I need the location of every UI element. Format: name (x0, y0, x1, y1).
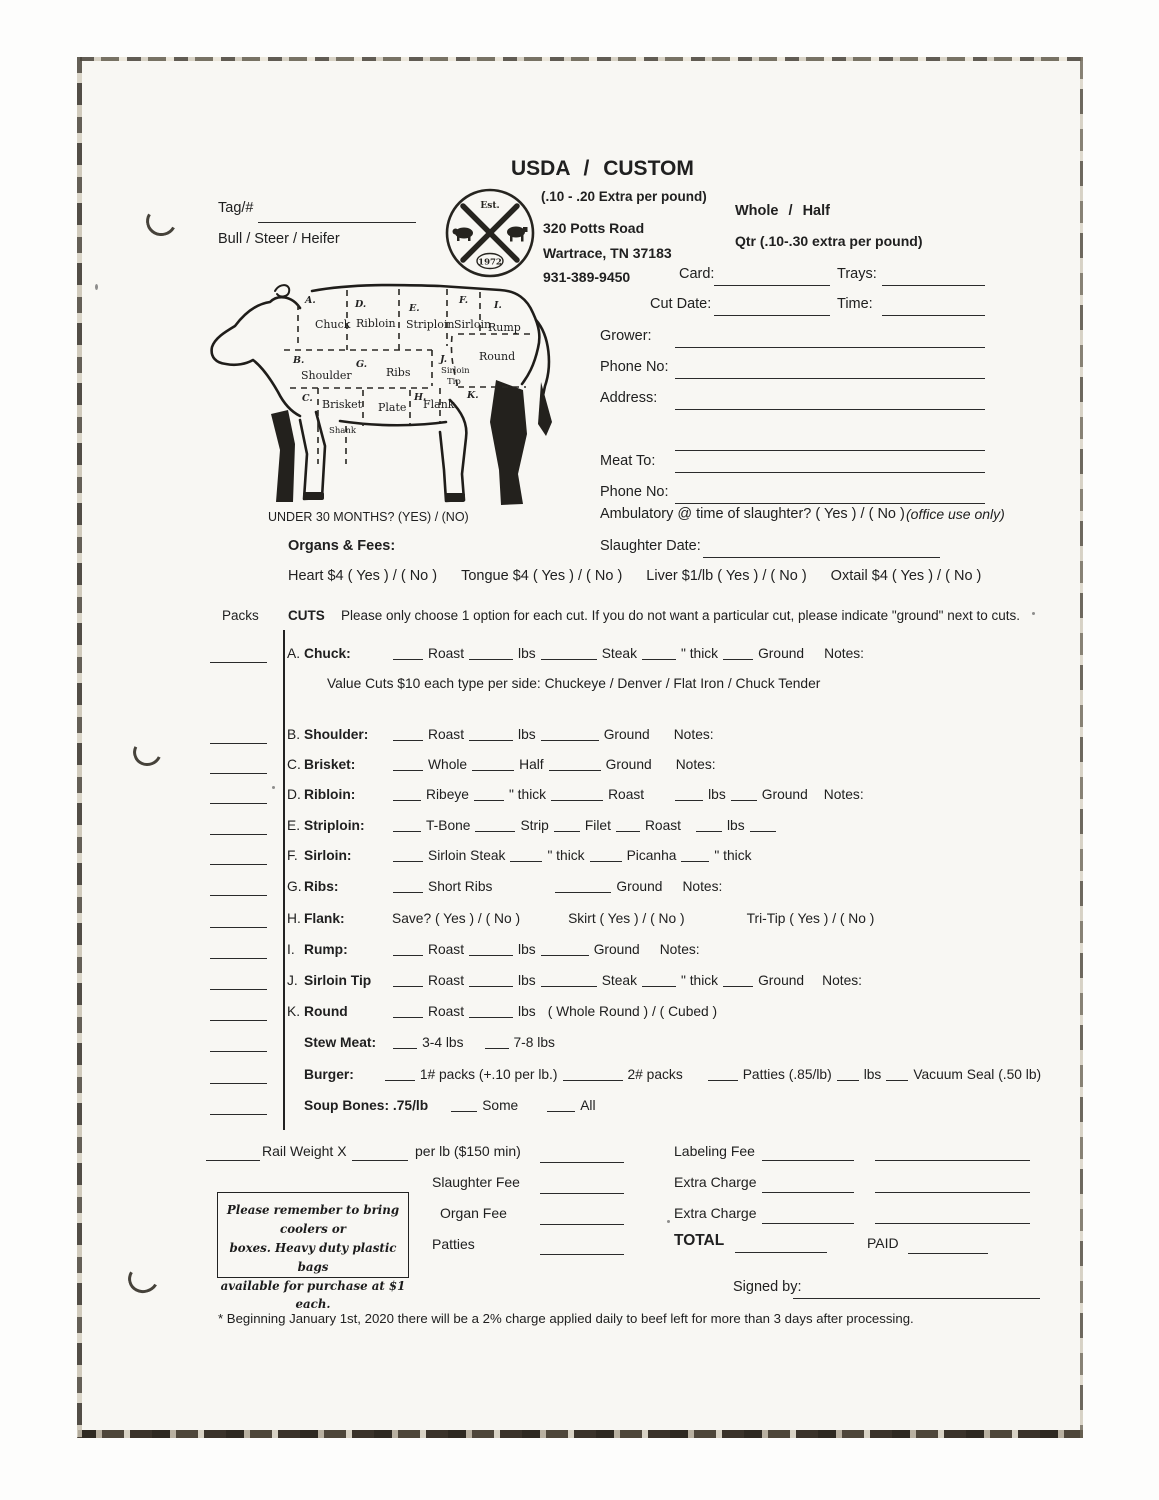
cut-option-blank[interactable] (723, 973, 753, 987)
card-input-line[interactable] (714, 285, 830, 286)
cut-option-label: " thick (714, 848, 752, 863)
cut-choice-option[interactable]: Skirt ( Yes ) / ( No ) (568, 911, 685, 926)
diagram-region-plate: Plate (378, 401, 407, 414)
footer-notice: * Beginning January 1st, 2020 there will be a 2% charge applied daily to beef left for more than 3 days after processing. (218, 1311, 914, 1326)
diagram-region-tip: Tip (447, 377, 461, 387)
labeling-fee-label: Labeling Fee (674, 1143, 755, 1159)
note-line-3: available for purchase at $1 each. (220, 1278, 406, 1312)
packs-blank-0[interactable] (210, 650, 267, 663)
cut-option-label: Roast (608, 787, 645, 802)
patties-fee-label: Patties (432, 1236, 475, 1252)
cuts-divider-line (283, 630, 285, 1130)
cut-option-blank[interactable] (554, 818, 580, 832)
cut-option-label: lbs (518, 727, 536, 742)
cut-option-blank[interactable] (469, 973, 513, 987)
cut-option-label: Roast (644, 818, 681, 833)
cut-option-blank[interactable] (541, 942, 589, 956)
cut-option-blank[interactable] (393, 757, 423, 771)
cut-option-blank[interactable] (385, 1067, 415, 1081)
cut-name: Sirloin Tip (304, 973, 372, 988)
total-label: TOTAL (674, 1232, 725, 1249)
packs-blank-14[interactable] (210, 1102, 267, 1115)
extra-charge-2-blank-2[interactable] (875, 1223, 1030, 1224)
spacer (368, 1078, 382, 1079)
phone1-input-line[interactable] (675, 378, 985, 379)
cut-option-label: Strip (520, 818, 549, 833)
cut-option-blank[interactable] (642, 973, 676, 987)
extra-charge-1-label: Extra Charge (674, 1174, 757, 1190)
diagram-letter-b: B. (293, 355, 305, 366)
spacer (683, 829, 693, 830)
cut-option-label: Notes: (673, 727, 714, 742)
grower-label: Grower: (600, 328, 652, 344)
cut-option-label: Ground (761, 787, 808, 802)
phone1-label: Phone No: (600, 359, 669, 375)
cut-option-label: lbs (726, 818, 745, 833)
organ-fee-blank[interactable] (540, 1224, 624, 1225)
scan-speck (272, 786, 275, 789)
liver-option[interactable]: Liver $1/lb ( Yes ) / ( No ) (646, 568, 807, 584)
note-line-2: boxes. Heavy duty plastic bags (229, 1240, 397, 1274)
spacer (520, 1109, 544, 1110)
packs-blank-10[interactable] (210, 977, 267, 990)
spacer (646, 798, 672, 799)
cut-option-blank[interactable] (708, 1067, 738, 1081)
cut-option-label: lbs (518, 646, 536, 661)
butcher-logo (443, 186, 537, 285)
diagram-region-ribs: Ribs (386, 366, 411, 379)
organ-fee-label: Organ Fee (440, 1205, 507, 1221)
cut-option-label: Ground (593, 942, 640, 957)
cut-name: Stew Meat: (304, 1035, 377, 1050)
cut-row-h (287, 911, 876, 926)
cut-name: Flank: (304, 911, 345, 926)
slaughter-date-input-line[interactable] (703, 557, 940, 558)
cut-choice-option[interactable]: ( Whole Round ) / ( Cubed ) (547, 1004, 718, 1019)
cut-option-label: " thick (680, 646, 719, 661)
diagram-region-rump: Rump (488, 321, 521, 334)
address-line-1: 320 Potts Road (543, 220, 645, 236)
scan-edge-top (80, 57, 1083, 61)
spacer (654, 768, 674, 769)
spacer (806, 984, 820, 985)
spacer (642, 953, 658, 954)
diagram-letter-f: F. (459, 295, 469, 306)
cut-row-d (287, 787, 866, 802)
rail-weight-label: Rail Weight X (262, 1143, 347, 1159)
cut-option-blank[interactable] (393, 818, 421, 832)
cut-option-blank[interactable] (393, 1035, 417, 1049)
sex-options[interactable]: Bull / Steer / Heifer (218, 231, 340, 247)
cut-option-label: Filet (584, 818, 611, 833)
diagram-region-sirloin: Sirloin (441, 366, 470, 376)
cut-option-blank[interactable] (393, 879, 423, 893)
cut-option-label: T-Bone (426, 818, 471, 833)
cut-letter: H. (287, 911, 301, 926)
cut-name: Ribloin: (304, 787, 356, 802)
diagram-letter-h: H. (414, 392, 427, 403)
cut-date-input-line[interactable] (714, 315, 830, 316)
extra-charge-2-label: Extra Charge (674, 1205, 757, 1221)
price-subtitle: (.10 - .20 Extra per pound) (541, 189, 707, 204)
cut-option-blank[interactable] (393, 646, 423, 660)
slaughter-fee-blank[interactable] (540, 1193, 624, 1194)
spacer (664, 890, 680, 891)
cut-option-label: Notes: (659, 942, 700, 957)
packs-blank-6[interactable] (210, 852, 267, 865)
diagram-region-striploin: Striploin (406, 318, 455, 331)
form-title: USDA / CUSTOM (511, 157, 694, 180)
scan-speck (95, 284, 98, 290)
diagram-region-brisket: Brisket (322, 398, 363, 411)
cut-option-label: Notes: (822, 973, 862, 988)
phone2-input-line[interactable] (675, 503, 985, 504)
cut-option-blank[interactable] (675, 787, 703, 801)
cut-row-k (287, 1004, 719, 1019)
cut-option-label: lbs (518, 942, 536, 957)
spacer (652, 738, 672, 739)
organ-options-row (288, 568, 981, 584)
cut-option-label: lbs (518, 1004, 536, 1019)
cut-option-blank[interactable] (555, 879, 611, 893)
cut-row-j (287, 973, 864, 988)
cut-option-label: Patties (.85/lb) (742, 1067, 832, 1082)
cut-letter: G. (287, 879, 302, 894)
diagram-region-flank: Flank (423, 398, 455, 411)
scan-edge-right (1080, 57, 1083, 1438)
cut-name: Soup Bones: .75/lb (304, 1098, 429, 1113)
organs-fees-heading: Organs & Fees: (288, 538, 396, 554)
cut-option-blank[interactable] (472, 757, 514, 771)
cut-letter: F. (287, 848, 298, 863)
grower-input-line[interactable] (675, 347, 985, 348)
diagram-letter-j: J. (440, 354, 448, 365)
cut-option-label: lbs (708, 787, 726, 802)
diagram-region-shank: Shank (329, 426, 356, 436)
cut-option-blank[interactable] (393, 942, 423, 956)
cut-option-blank[interactable] (563, 1067, 623, 1081)
cut-letter: C. (287, 757, 301, 772)
tag-label: Tag/# (218, 200, 254, 216)
cut-option-label: Value Cuts $10 each type per side: Chuckeye / Denver / Flat Iron / Chuck Tender (327, 676, 821, 691)
address-input-line-2[interactable] (675, 450, 985, 451)
cut-option-label: Ground (605, 757, 652, 772)
cut-option-blank[interactable] (474, 787, 504, 801)
cut-option-label: Ground (758, 646, 805, 661)
diagram-letter-i: I. (494, 300, 502, 311)
extra-charge-2-blank-1[interactable] (762, 1223, 854, 1224)
paid-blank[interactable] (908, 1253, 988, 1254)
per-lb-label: per lb ($150 min) (415, 1143, 521, 1159)
phone-number: 931-389-9450 (543, 269, 631, 285)
diagram-region-round: Round (479, 350, 516, 363)
packs-blank-7[interactable] (210, 883, 267, 896)
diagram-letter-k: K. (467, 390, 479, 401)
rail-weight-blank[interactable] (206, 1160, 260, 1161)
spacer (810, 798, 822, 799)
cut-name: Striploin: (304, 818, 365, 833)
card-label: Card: (679, 266, 715, 282)
cut-option-blank[interactable] (393, 973, 423, 987)
logo-est-text: Est. (480, 201, 500, 211)
packs-blank-3[interactable] (210, 761, 267, 774)
cut-option-blank[interactable] (642, 646, 676, 660)
packs-column-header: Packs (222, 608, 259, 623)
slaughter-date-label: Slaughter Date: (600, 538, 701, 554)
cut-name: Burger: (304, 1067, 354, 1082)
cut-row-burger (287, 1067, 1043, 1082)
logo-year-text: 1972 (478, 257, 502, 268)
cut-option-blank[interactable] (750, 818, 776, 832)
ambulatory-options[interactable]: Ambulatory @ time of slaughter? ( Yes ) / ( No ) (600, 506, 905, 522)
cut-option-label: Ground (616, 879, 663, 894)
cut-option-blank[interactable] (451, 1098, 477, 1112)
cut-option-label: Ground (603, 727, 650, 742)
cut-name: Chuck: (304, 646, 351, 661)
office-use-note: (office use only) (906, 506, 1005, 522)
slaughter-fee-label: Slaughter Fee (432, 1174, 520, 1190)
cuts-column-header: CUTS (288, 608, 325, 623)
diagram-letter-a: A. (305, 295, 316, 306)
cut-option-label: Notes: (682, 879, 723, 894)
heart-option[interactable]: Heart $4 ( Yes ) / ( No ) (288, 568, 438, 584)
cut-row-g (287, 879, 724, 894)
spacer (806, 657, 822, 658)
diagram-letter-g: G. (356, 359, 368, 370)
cut-option-blank[interactable] (590, 848, 622, 862)
packs-blank-9[interactable] (210, 946, 267, 959)
cut-option-label: " thick (508, 787, 547, 802)
cut-option-blank[interactable] (731, 787, 757, 801)
extra-charge-1-blank-2[interactable] (875, 1192, 1030, 1193)
cut-option-blank[interactable] (485, 1035, 509, 1049)
address-line-2: Wartrace, TN 37183 (543, 245, 672, 261)
qtr-option[interactable]: Qtr (.10-.30 extra per pound) (735, 233, 923, 249)
diagram-region-chuck: Chuck (315, 318, 351, 331)
tag-input-line[interactable] (258, 222, 416, 223)
cut-option-label: 1# packs (+.10 per lb.) (419, 1067, 558, 1082)
cut-option-label: Vacuum Seal (.50 lb) (913, 1067, 1042, 1082)
cut-option-label: Roast (428, 727, 465, 742)
cut-option-label: Roast (428, 1004, 465, 1019)
cut-option-label: Sirloin Steak (428, 848, 506, 863)
spacer (538, 1015, 546, 1016)
cut-option-blank[interactable] (541, 646, 597, 660)
signed-by-label: Signed by: (733, 1279, 802, 1295)
address-input-line[interactable] (675, 409, 985, 410)
cut-option-label: 3-4 lbs (422, 1035, 464, 1050)
cut-option-label: Steak (601, 646, 637, 661)
rail-amount-blank[interactable] (540, 1162, 624, 1163)
cut-option-label: Roast (428, 646, 465, 661)
cut-option-blank[interactable] (469, 646, 513, 660)
cut-option-label: Ribeye (426, 787, 469, 802)
cut-option-blank[interactable] (696, 818, 722, 832)
note-line-1: Please remember to bring coolers or (226, 1203, 400, 1236)
address-label: Address: (600, 390, 658, 406)
cut-row-f (287, 848, 754, 863)
diagram-region-shoulder: Shoulder (301, 369, 352, 382)
cut-letter: E. (287, 818, 301, 833)
cut-option-blank[interactable] (469, 1004, 513, 1018)
cut-row-b (287, 727, 716, 742)
spacer (685, 1078, 705, 1079)
cut-letter: K. (287, 1004, 301, 1019)
cut-row-e (287, 818, 779, 833)
scan-edge-bottom (78, 1430, 1083, 1438)
time-label: Time: (837, 296, 873, 312)
signature-line[interactable] (793, 1298, 1040, 1299)
cut-option-label: " thick (547, 848, 585, 863)
packs-blank-4[interactable] (210, 791, 267, 804)
total-blank[interactable] (735, 1252, 827, 1253)
cut-letter: I. (287, 942, 295, 957)
labeling-fee-blank-2[interactable] (875, 1160, 1030, 1161)
cut-option-label: Notes: (675, 757, 716, 772)
cut-option-label: lbs (863, 1067, 882, 1082)
patties-fee-blank[interactable] (540, 1254, 624, 1255)
scan-edge-left (77, 57, 82, 1438)
cut-option-label: Notes: (824, 646, 864, 661)
diagram-letter-c: C. (302, 393, 313, 404)
cut-row-a (287, 646, 866, 661)
scan-speck (1032, 612, 1035, 615)
cut-letter: J. (287, 973, 298, 988)
cut-option-label: Roast (428, 973, 465, 988)
cut-name: Rump: (304, 942, 348, 957)
cut-choice-option[interactable]: Tri-Tip ( Yes ) / ( No ) (746, 911, 875, 926)
diagram-letter-e: E. (409, 303, 420, 314)
meat-to-input-line[interactable] (675, 472, 985, 473)
time-input-line[interactable] (882, 315, 985, 316)
cut-option-blank[interactable] (681, 848, 709, 862)
cut-row-i (287, 942, 702, 957)
cut-option-blank[interactable] (393, 1004, 423, 1018)
cuts-instruction: Please only choose 1 option for each cut. If you do not want a particular cut, please indicate "ground" next to cuts. (341, 608, 1020, 623)
cut-row-note (325, 676, 822, 691)
spacer (466, 1046, 482, 1047)
cut-option-blank[interactable] (510, 848, 542, 862)
cut-option-label: All (580, 1098, 596, 1113)
scan-speck (667, 1220, 670, 1223)
cut-option-label: Roast (428, 942, 465, 957)
cut-option-label: Short Ribs (428, 879, 493, 894)
cut-option-blank[interactable] (541, 727, 599, 741)
phone2-label: Phone No: (600, 484, 669, 500)
diagram-letter-d: D. (355, 299, 367, 310)
cut-date-label: Cut Date: (650, 296, 712, 312)
oxtail-option[interactable]: Oxtail $4 ( Yes ) / ( No ) (830, 568, 982, 584)
packs-blank-5[interactable] (210, 822, 267, 835)
trays-label: Trays: (837, 266, 877, 282)
cut-option-label: Some (482, 1098, 519, 1113)
spacer (687, 922, 745, 923)
labeling-fee-blank-1[interactable] (762, 1160, 854, 1161)
diagram-region-sirloin: Sirloin (454, 318, 492, 331)
packs-blank-13[interactable] (210, 1071, 267, 1084)
cut-option-blank[interactable] (541, 973, 597, 987)
cut-name: Round (304, 1004, 348, 1019)
cut-option-label: Ground (758, 973, 805, 988)
cut-option-blank[interactable] (469, 727, 513, 741)
cut-option-blank[interactable] (616, 818, 640, 832)
cut-row-soup-bones-75/lb (287, 1098, 598, 1113)
cut-letter: A. (287, 646, 301, 661)
cut-option-label: Picanha (626, 848, 677, 863)
cut-row-c (287, 757, 718, 772)
cut-option-blank[interactable] (393, 727, 423, 741)
cut-option-label: lbs (518, 973, 536, 988)
cut-option-blank[interactable] (886, 1067, 908, 1081)
cut-option-label: Half (519, 757, 544, 772)
cut-name: Brisket: (304, 757, 356, 772)
packs-blank-11[interactable] (210, 1008, 267, 1021)
cut-option-blank[interactable] (723, 646, 753, 660)
cut-letter: D. (287, 787, 301, 802)
cut-name: Shoulder: (304, 727, 369, 742)
trays-input-line[interactable] (882, 285, 985, 286)
packs-blank-12[interactable] (210, 1039, 267, 1052)
cut-option-blank[interactable] (393, 848, 423, 862)
under-30-months-options[interactable]: UNDER 30 MONTHS? (YES) / (NO) (268, 510, 469, 524)
cut-name: Ribs: (304, 879, 339, 894)
cut-option-label: " thick (680, 973, 719, 988)
cut-name: Sirloin: (304, 848, 352, 863)
packs-blank-8[interactable] (210, 915, 267, 928)
diagram-region-ribloin: Ribloin (356, 317, 396, 330)
cut-option-blank[interactable] (475, 818, 515, 832)
cut-option-blank[interactable] (393, 787, 421, 801)
cut-option-blank[interactable] (551, 787, 603, 801)
packs-blank-2[interactable] (210, 731, 267, 744)
coolers-note-box (217, 1192, 409, 1312)
cut-option-label: 7-8 lbs (513, 1035, 555, 1050)
tongue-option[interactable]: Tongue $4 ( Yes ) / ( No ) (461, 568, 623, 584)
spacer (494, 890, 552, 891)
spacer (442, 1109, 448, 1110)
cut-option-label: Steak (601, 973, 637, 988)
meat-to-label: Meat To: (600, 453, 656, 469)
cut-option-blank[interactable] (837, 1067, 859, 1081)
cut-option-label: Whole (428, 757, 468, 772)
cut-choice-option[interactable]: Save? ( Yes ) / ( No ) (392, 911, 521, 926)
cut-option-blank[interactable] (549, 757, 601, 771)
extra-charge-1-blank-1[interactable] (762, 1192, 854, 1193)
paid-label: PAID (867, 1235, 899, 1251)
cut-option-label: Notes: (823, 787, 864, 802)
whole-half-options[interactable]: Whole / Half (735, 203, 830, 219)
cut-row-stew-meat (287, 1035, 557, 1050)
spacer (522, 922, 566, 923)
cut-option-blank[interactable] (469, 942, 513, 956)
cut-letter: B. (287, 727, 301, 742)
cut-option-label: 2# packs (627, 1067, 683, 1082)
cut-option-blank[interactable] (547, 1098, 575, 1112)
rail-rate-blank[interactable] (352, 1160, 408, 1161)
